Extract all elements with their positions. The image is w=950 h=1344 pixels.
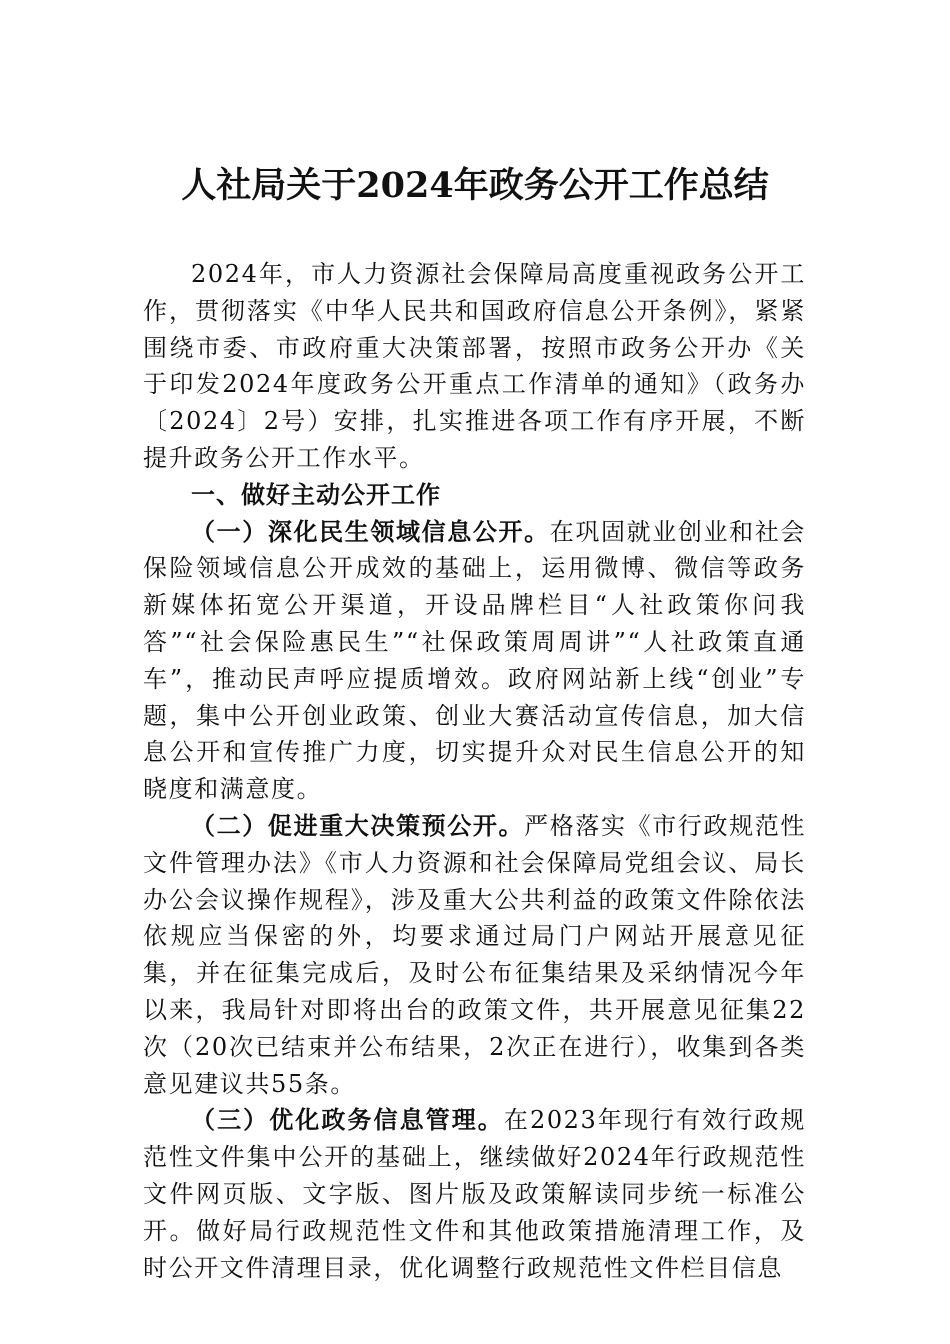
item-heading-1: （一）深化民生领域信息公开。 — [191, 517, 550, 546]
item-paragraph-3 — [143, 1102, 806, 1286]
item-text-3: 在2023年现行有效行政规范性文件集中公开的基础上，继续做好2024年行政规范性文件网页版、文字版、图片版及政策解读同步统一标准公开。做好局行政规范性文件和其他政策措施清理工作，及时公开文件清理目录，优化调整行政规范性文件栏目信息 — [143, 1106, 806, 1282]
section-heading-1: 一、做好主动公开工作 — [191, 480, 441, 509]
item-paragraph-2 — [143, 808, 806, 1102]
document-body — [143, 256, 806, 1286]
document-title: 人社局关于2024年政务公开工作总结 — [181, 165, 769, 206]
item-text-1: 在巩固就业创业和社会保险领域信息公开成效的基础上，运用微博、微信等政务新媒体拓宽公开渠道，开设品牌栏目“人社政策你问我答”“社会保险惠民生”“社保政策周周讲”“人社政策直通车”，推动民声呼应提质增效。政府网站新上线“创业”专题，集中公开创业政策、创业大赛活动宣传信息，加大信息公开和宣传推广力度，切实提升众对民生信息公开的知晓度和满意度。 — [143, 517, 806, 804]
item-heading-2: （二）促进重大决策预公开。 — [191, 811, 525, 840]
intro-paragraph: 2024年，市人力资源社会保障局高度重视政务公开工作，贯彻落实《中华人民共和国政府信息公开条例》，紧紧围绕市委、市政府重大决策部署，按照市政务公开办《关于印发2024年度政务公开重点工作清单的通知》（政务办〔2024〕2号）安排，扎实推进各项工作有序开展，不断提升政务公开工作水平。 — [143, 260, 806, 472]
item-text-2: 严格落实《市行政规范性文件管理办法》《市人力资源和社会保障局党组会议、局长办公会议操作规程》，涉及重大公共利益的政策文件除依法依规应当保密的外，均要求通过局门户网站开展意见征集，并在征集完成后，及时公布征集结果及采纳情况今年以来，我局针对即将出台的政策文件，共开展意见征集22次（20次已结束并公布结果，2次正在进行），收集到各类意见建议共55条。 — [143, 811, 806, 1098]
item-paragraph-1 — [143, 514, 806, 808]
item-heading-3: （三）优化政务信息管理。 — [191, 1106, 504, 1135]
